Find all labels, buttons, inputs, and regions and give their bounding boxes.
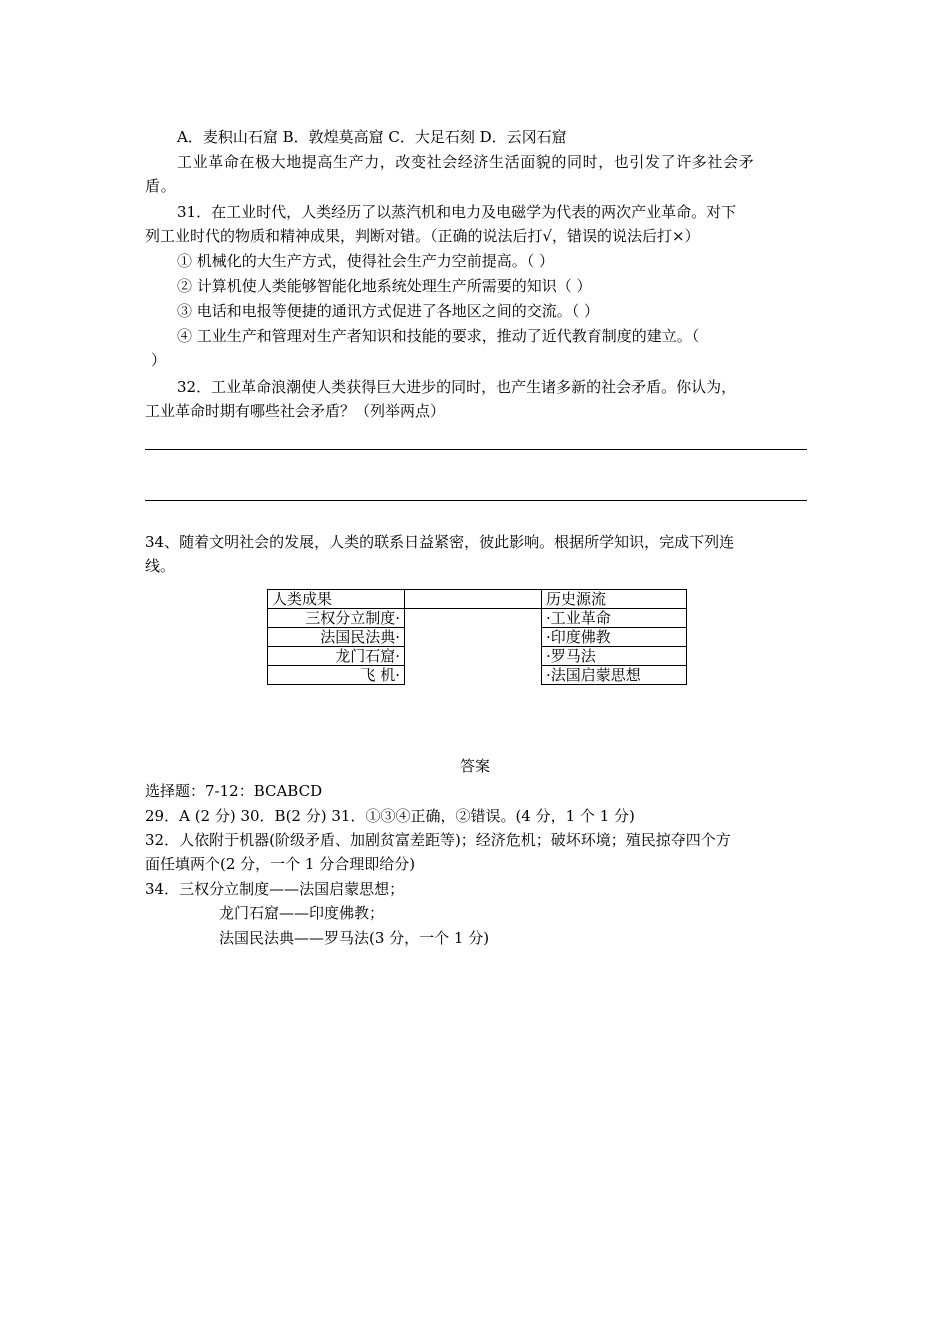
header-right: 历史源流 bbox=[542, 590, 687, 609]
header-left: 人类成果 bbox=[268, 590, 405, 609]
connection-area bbox=[405, 609, 542, 685]
q31-item-3: ③ 电话和电报等便捷的通讯方式促进了各地区之间的交流。（ ） bbox=[177, 302, 600, 320]
right-item-1: ·工业革命 bbox=[542, 609, 687, 628]
q31-item-4-tail: ） bbox=[151, 351, 167, 369]
answer-line-2 bbox=[145, 500, 807, 501]
q34-line-2: 线。 bbox=[145, 557, 176, 575]
q32-line-1: 32．工业革命浪潮使人类获得巨大进步的同时，也产生诸多新的社会矛盾。你认为， bbox=[177, 378, 737, 396]
answer-32-line-1: 32．人依附于机器(阶级矛盾、加剧贫富差距等)；经济危机；破坏环境；殖民掠夺四个方 bbox=[145, 831, 731, 849]
q30-options: A．麦积山石窟 B．敦煌莫高窟 C．大足石刻 D．云冈石窟 bbox=[177, 128, 567, 146]
left-item-3: 龙门石窟· bbox=[268, 647, 405, 666]
answer-line-1 bbox=[145, 449, 807, 450]
q31-line-1: 31．在工业时代，人类经历了以蒸汽机和电力及电磁学为代表的两次产业革命。对下 bbox=[177, 203, 737, 221]
answer-29-31: 29．A (2 分) 30．B(2 分) 31．①③④正确，②错误。(4 分，1 个 1 分) bbox=[145, 807, 635, 825]
middle-cell bbox=[405, 590, 542, 609]
answer-34-line-2: 龙门石窟——印度佛教； bbox=[219, 904, 385, 922]
answer-32-line-2: 面任填两个(2 分，一个 1 分合理即给分) bbox=[145, 855, 416, 873]
answer-choice: 选择题：7-12：BCABCD bbox=[145, 782, 323, 800]
q31-item-4: ④ 工业生产和管理对生产者知识和技能的要求，推动了近代教育制度的建立。（ bbox=[177, 327, 700, 345]
answer-34-line-3: 法国民法典——罗马法(3 分，一个 1 分) bbox=[219, 929, 490, 947]
q32-line-2: 工业革命时期有哪些社会矛盾？（列举两点） bbox=[145, 402, 446, 420]
left-item-4: 飞 机· bbox=[268, 666, 405, 685]
left-item-2: 法国民法典· bbox=[268, 628, 405, 647]
left-item-1: 三权分立制度· bbox=[268, 609, 405, 628]
answer-34-line-1: 34．三权分立制度——法国启蒙思想； bbox=[145, 880, 405, 898]
q34-line-1: 34、随着文明社会的发展，人类的联系日益紧密，彼此影响。根据所学知识，完成下列连 bbox=[145, 533, 735, 551]
q31-item-1: ① 机械化的大生产方式，使得社会生产力空前提高。（ ） bbox=[177, 252, 555, 270]
intro-line-1: 工业革命在极大地提高生产力，改变社会经济生活面貌的同时，也引发了许多社会矛 bbox=[177, 153, 755, 171]
right-item-4: ·法国启蒙思想 bbox=[542, 666, 687, 685]
answer-title: 答案 bbox=[459, 757, 490, 775]
intro-line-2: 盾。 bbox=[145, 177, 177, 195]
matching-table bbox=[267, 589, 687, 685]
right-item-2: ·印度佛教 bbox=[542, 628, 687, 647]
q31-item-2: ② 计算机使人类能够智能化地系统处理生产所需要的知识（ ） bbox=[177, 277, 592, 295]
right-item-3: ·罗马法 bbox=[542, 647, 687, 666]
q31-line-2: 列工业时代的物质和精神成果，判断对错。（正确的说法后打√，错误的说法后打×） bbox=[145, 227, 700, 245]
